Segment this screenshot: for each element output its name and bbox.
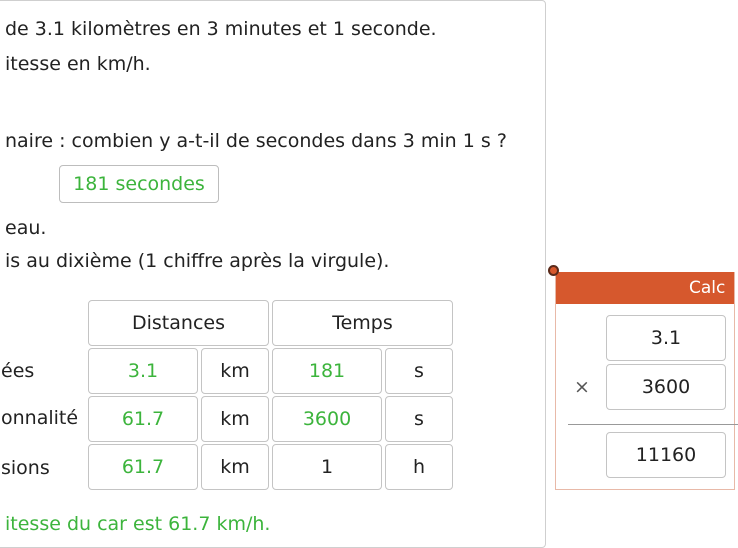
operand-2-field[interactable]: 3600 (606, 364, 726, 410)
time-unit: s (385, 396, 453, 442)
result-field: 11160 (606, 432, 726, 478)
problem-line-5: is au dixième (1 chiffre après la virgule). (5, 250, 390, 272)
problem-question: naire : combien y a-t-il de secondes dans 3 min 1 s ? (5, 130, 507, 152)
distance-input[interactable]: 61.7 (88, 444, 198, 490)
calculator-header[interactable] (556, 272, 734, 304)
result-divider (568, 424, 738, 425)
operand-1-field[interactable]: 3.1 (606, 315, 726, 361)
time-value: 1 (272, 444, 382, 490)
row-label-conversions: sions (1, 457, 50, 479)
header-temps: Temps (272, 300, 453, 346)
multiply-operator: × (574, 376, 590, 398)
seconds-answer-field[interactable]: 181 secondes (59, 165, 219, 203)
distance-unit: km (201, 444, 269, 490)
distance-input[interactable]: 61.7 (88, 396, 198, 442)
problem-line-2: itesse en km/h. (5, 53, 151, 75)
time-unit: h (385, 444, 453, 490)
time-unit: s (385, 348, 453, 394)
row-label-data: ées (1, 360, 35, 382)
distance-input[interactable]: 3.1 (88, 348, 198, 394)
time-input[interactable]: 181 (272, 348, 382, 394)
calculator-panel (555, 272, 735, 490)
conclusion-text: itesse du car est 61.7 km/h. (5, 513, 271, 535)
row-label-proportionality: onnalité (1, 407, 79, 429)
time-input[interactable]: 3600 (272, 396, 382, 442)
calculator-title: Calc (689, 278, 726, 298)
header-distances: Distances (88, 300, 269, 346)
problem-line-1: de 3.1 kilomètres en 3 minutes et 1 seconde. (5, 18, 437, 40)
problem-line-4: eau. (5, 217, 47, 239)
distance-unit: km (201, 396, 269, 442)
distance-unit: km (201, 348, 269, 394)
drag-handle-icon[interactable] (548, 265, 559, 276)
